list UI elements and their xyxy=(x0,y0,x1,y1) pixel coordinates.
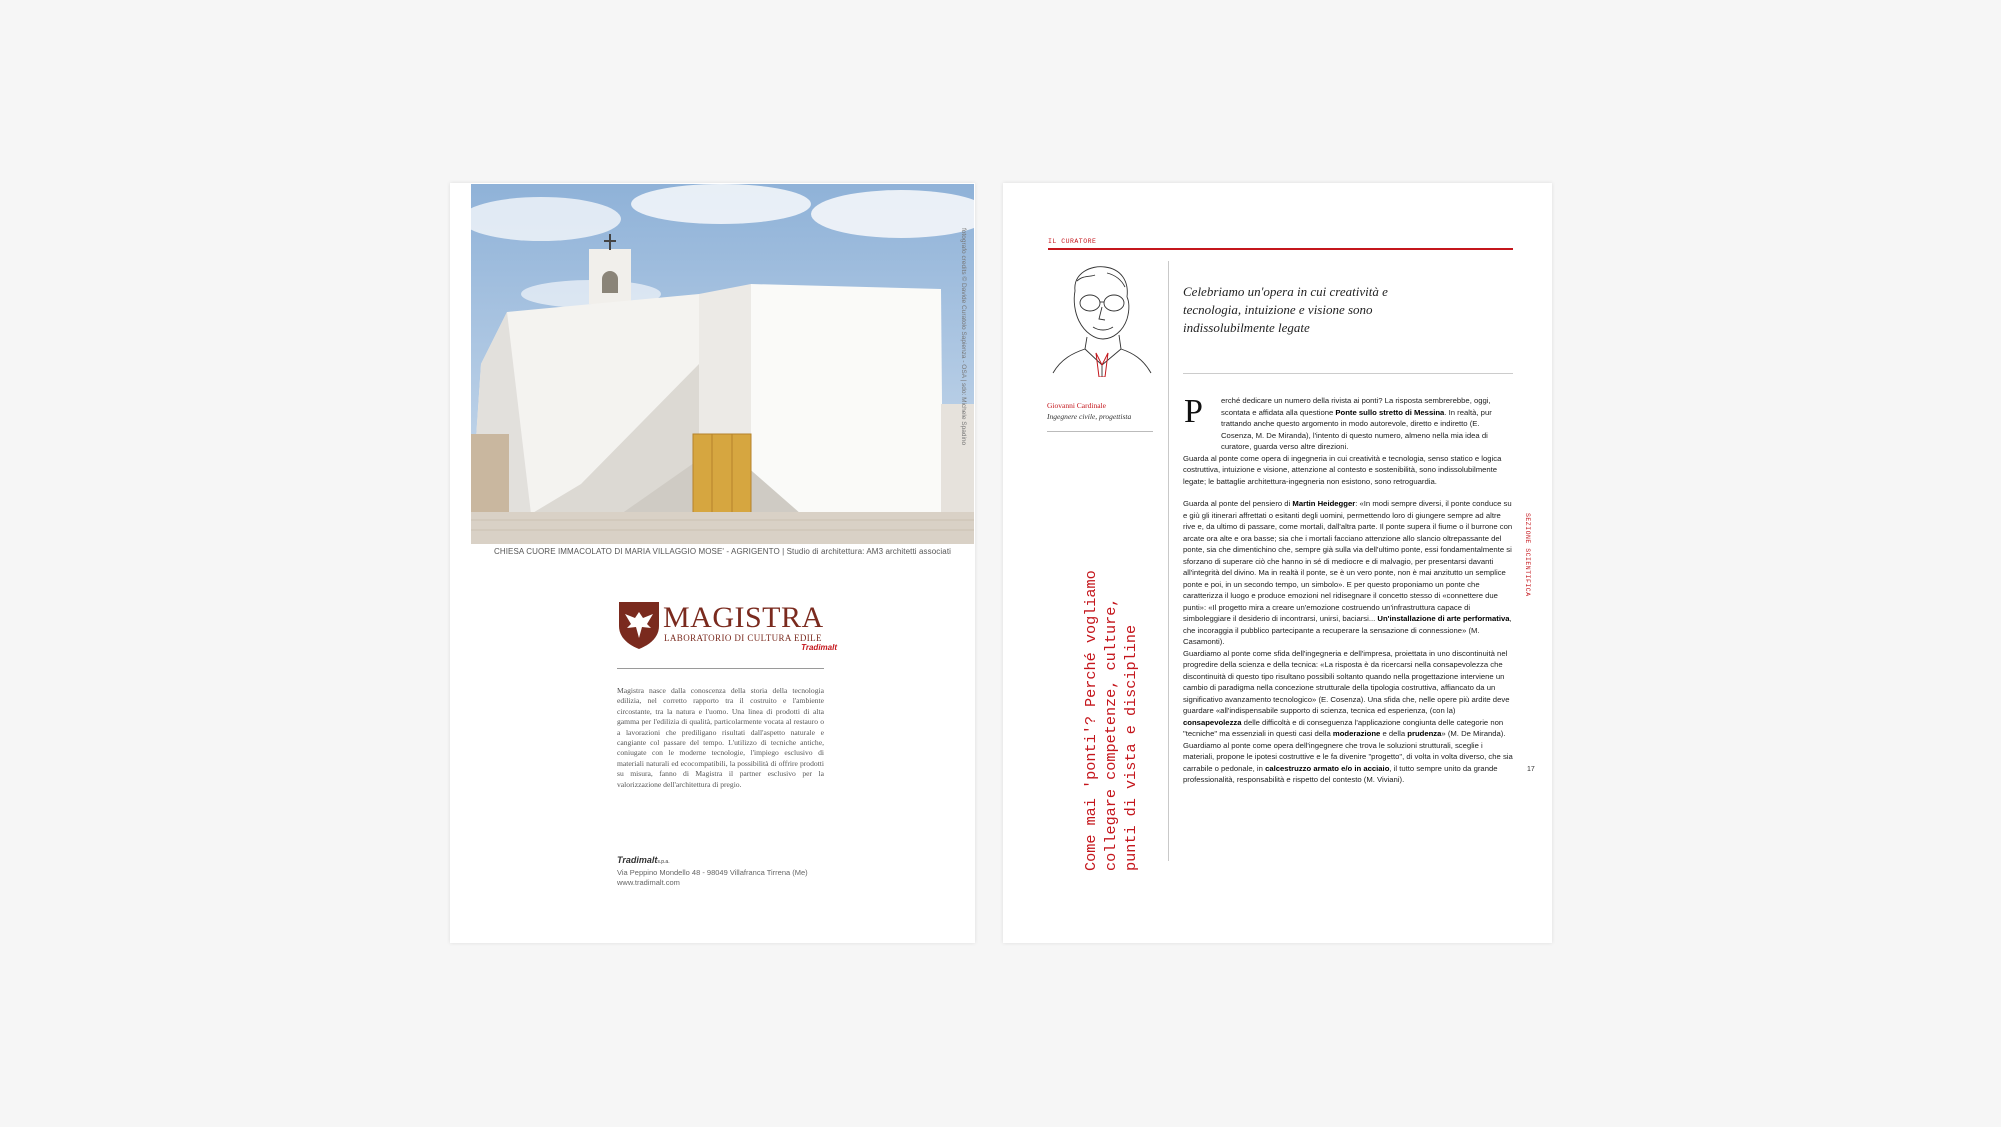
church-photo xyxy=(471,184,974,544)
divider xyxy=(1183,373,1513,374)
paragraph: Guardiamo al ponte come sfida dell'ingegneria e dell'impresa, proiettata in uno discontinuità nel progredire della scienza e della tecnica: «La risposta è da ricercarsi nella consapevolezza che discontinuità di questo tipo risultano possibili soltanto quando nella progettazione interviene un cambio di paradigma nella concezione strutturale della tipologia costruttiva, affiancato da un significativo avanzamento tecnologico» (E. Cosenza). Una sfida che, nelle opere più ardite deve guardare «all'indispensabile supporto di scienza, tecnica ed esperienza, (con la) consapevolezza delle difficoltà e di conseguenza l'applicazione congiunta delle categorie non "tecniche" ma essenziali in questi casi della moderazione e della prudenza» (M. De Miranda). xyxy=(1183,648,1510,738)
right-page xyxy=(1003,183,1552,943)
paragraph: Guardiamo al ponte come opera dell'ingegnere che trova le soluzioni strutturali, sceglie i materiali, propone le ipotesi costruttive e le fa divenire "progetto", di volta in volta diverso, che sia carrabile o pedonale, in calcestruzzo armato e/o in acciaio, il tutto sempre unito da grande professionalità, responsabilità e rispetto del contesto (M. Viviani). xyxy=(1183,740,1513,784)
paragraph: erché dedicare un numero della rivista ai ponti? La risposta sembrerebbe, oggi, scontata e affidata alla questione Ponte sullo stretto di Messina. In realtà, pur trattando anche questo argomento in modo autorevole, diretto e indiretto (E. Cosenza, M. De Miranda), l'intento di questo numero, almeno nella mia idea di curatore, guarda verso altre direzioni. xyxy=(1221,396,1492,451)
article-body xyxy=(1183,395,1513,786)
photo-caption: CHIESA CUORE IMMACOLATO DI MARIA VILLAGGIO MOSE' - AGRIGENTO | Studio di architettura: AM3 architetti associati xyxy=(493,547,952,556)
brand-maker: Tradimalt xyxy=(801,643,837,652)
vertical-quote xyxy=(1081,451,1141,871)
brand-name: MAGISTRA xyxy=(663,601,824,634)
magistra-logo xyxy=(617,600,837,652)
curator-role: Ingegnere civile, progettista xyxy=(1047,412,1132,421)
section-label: IL CURATORE xyxy=(1048,238,1097,245)
curator-name: Giovanni Cardinale xyxy=(1047,401,1106,410)
left-page xyxy=(450,183,975,943)
pull-quote: Celebriamo un'opera in cui creatività e tecnologia, intuizione e visione sono indissolubilmente legate xyxy=(1183,284,1388,335)
footer-website: www.tradimalt.com xyxy=(617,878,680,887)
footer-address: Via Peppino Mondello 48 - 98049 Villafranca Tirrena (Me) xyxy=(617,868,808,877)
eagle-shield-icon xyxy=(617,600,661,650)
section-side-label: SEZIONE SCIENTIFICA xyxy=(1524,513,1531,597)
vertical-quote-line: punti di vista e discipline xyxy=(1122,624,1140,871)
photo-credit: fotografo credits © Davide Curatolo Sapienza - OSA | sdo: Michele Spadino xyxy=(960,228,967,446)
vertical-quote-line: Come mai 'ponti'? Perché vogliamo xyxy=(1082,570,1100,871)
section-rule xyxy=(1048,248,1513,250)
divider xyxy=(617,668,824,669)
vertical-quote-line: collegare competenze, culture, xyxy=(1102,597,1120,871)
curator-portrait-illustration xyxy=(1047,261,1155,377)
column-divider xyxy=(1168,261,1169,861)
brand-description: Magistra nasce dalla conoscenza della storia della tecnologia edilizia, nel corretto rapporto tra il costruito e l'ambiente circostante, tra la natura e l'uomo. Una linea di prodotti di alta gamma per l'edilizia di qualità, particolarmente vocata al restauro o a lavorazioni che prediligano risultati dall'aspetto naturale e cangiante col passare del tempo. L'utilizzo di tecniche antiche, coniugate con le moderne tecnologie, l'impiego esclusivo di materiali naturali ed ecocompatibili, la possibilità di offrire prodotti su misura, fanno di Magistra il partner esclusivo per la valorizzazione dell'architettura di pregio. xyxy=(617,686,824,789)
drop-cap: P xyxy=(1184,393,1203,430)
divider xyxy=(1047,431,1153,432)
footer-logo xyxy=(617,855,670,865)
footer-logo-text: Tradimalt xyxy=(617,855,658,865)
footer-logo-suffix: s.p.a. xyxy=(657,859,670,865)
page-number: 17 xyxy=(1527,766,1535,773)
paragraph: Guarda al ponte come opera di ingegneria in cui creatività e tecnologia, senso statico e logica costruttiva, intuizione e visione, attenzione al contesto e sostenibilità, sono indissolubilmente legate; le battaglie architettura-ingegneria non esistono, sono retroguardia. xyxy=(1183,453,1502,486)
paragraph: Guarda al ponte del pensiero di Martin Heidegger: «In modi sempre diversi, il ponte conduce su e giù gli itinerari affrettati o esitanti degli uomini, permettendo loro di giungere sempre ad altre rive e, da ultimo di passare, come mortali, dall'altra parte. Il ponte supera il fiume o il burrone con arcate ora alte e ora basse; sia che i mortali facciano attenzione allo slancio oltrepassante del ponte, sia che dimentichino che, sempre già sulla via dell'ultimo ponte, essi fondamentalmente si sforzano di superare ciò che hanno in sé di mediocre e di malvagio, per presentarsi davanti all'integrità del divino. Ma in realtà il ponte, se è un vero ponte, non è mai anzitutto un semplice ponte e poi, in un secondo tempo, un simbolo». E per questo proponiamo un ponte che caratterizza il luogo e produce emozioni nel ridisegnare il concetto stesso di «connettere due punti»: «Il progetto mira a creare un'emozione costruendo un'infrastruttura capace di simboleggiare il desiderio di incontrarsi, unirsi, baciarsi... Un'installazione di arte performativa, che incoraggia il pubblico partecipante a recuperare la sensazione di connessione» (M. Casamonti). xyxy=(1183,499,1513,646)
brand-subtitle: LABORATORIO DI CULTURA EDILE xyxy=(664,633,822,643)
